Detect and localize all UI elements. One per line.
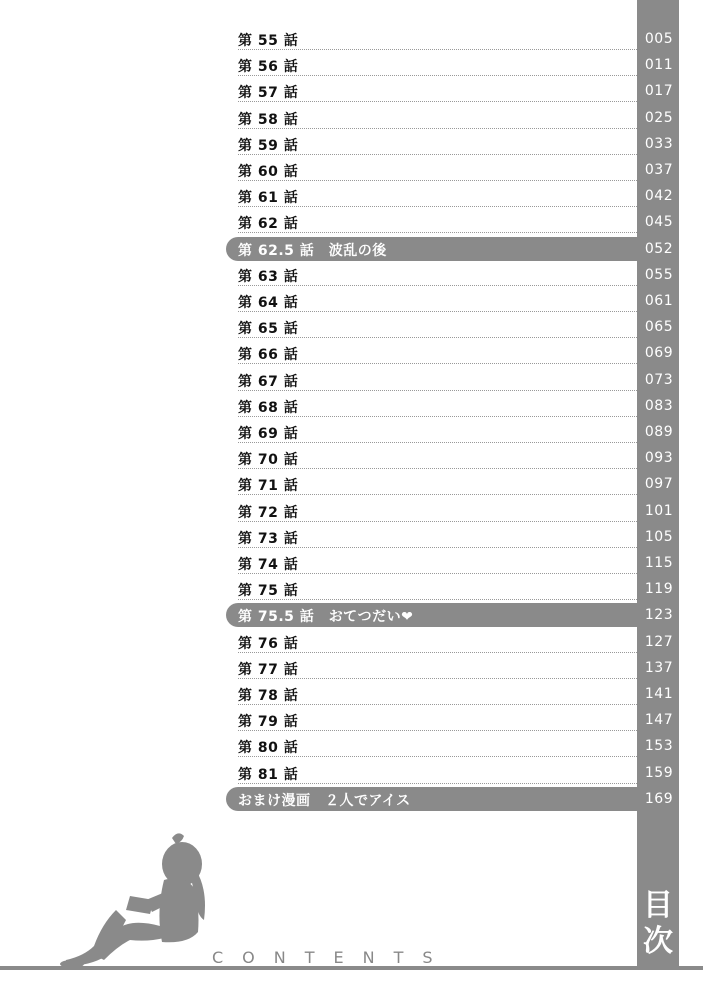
toc-entry: [226, 27, 679, 53]
toc-entry: [226, 315, 679, 341]
toc-entry: [226, 551, 679, 577]
toc-entry-title: 第 65 話: [238, 321, 299, 338]
toc-page-number: 065: [644, 319, 674, 336]
toc-page-number: 159: [644, 764, 674, 781]
toc-entry: [226, 289, 679, 315]
dot-leader: [238, 285, 637, 286]
toc-entry: [226, 734, 679, 760]
toc-page-number: 093: [644, 450, 674, 467]
toc-entry-title: 第 60 話: [238, 164, 299, 180]
toc-entry-title: 第 75.5 話 おてつだい❤: [238, 609, 414, 626]
toc-entry-title: 第 73 話: [238, 530, 299, 547]
toc-entry: [226, 106, 679, 132]
toc-entry-title: 第 62.5 話 波乱の後: [238, 242, 387, 259]
toc-page-number: 105: [644, 528, 674, 545]
toc-page-number: 123: [644, 607, 674, 624]
toc-entry-title: 第 66 話: [238, 347, 299, 364]
dot-leader: [238, 232, 637, 233]
toc-entry-title: 第 70 話: [238, 452, 299, 469]
toc-entry-title: 第 61 話: [238, 190, 299, 207]
toc-entry-title: 第 81 話: [238, 766, 299, 783]
toc-entry: [226, 53, 679, 79]
dot-leader: [238, 547, 637, 548]
toc-page-number: 169: [644, 790, 674, 807]
toc-page-number: 052: [644, 240, 674, 257]
toc-entry-title: おまけ漫画 ２人でアイス: [238, 792, 411, 809]
toc-entry-title: 第 55 話: [238, 33, 299, 49]
toc-entry: [226, 420, 679, 446]
toc-page-number: 115: [644, 555, 674, 571]
dot-leader: [238, 390, 637, 391]
toc-entry-title: 第 56 話: [238, 59, 299, 76]
toc-entry-title: 第 77 話: [238, 661, 299, 678]
toc-entry: [226, 341, 679, 367]
dot-leader: [238, 521, 637, 522]
toc-entry: [226, 446, 679, 472]
toc-entry: [226, 368, 679, 394]
toc-entry-title: 第 64 話: [238, 295, 299, 311]
toc-special-entry: [226, 237, 679, 263]
toc-entry: [226, 132, 679, 158]
toc-entry: [226, 761, 679, 787]
dot-leader: [238, 442, 637, 443]
dot-leader: [238, 180, 637, 181]
toc-entry-title: 第 69 話: [238, 426, 299, 442]
toc-entry: [226, 499, 679, 525]
toc-page-number: 101: [644, 502, 674, 519]
toc-page-number: 061: [644, 293, 674, 309]
toc-entry: [226, 630, 679, 656]
toc-entry: [226, 682, 679, 708]
toc-page-number: 127: [644, 633, 674, 650]
toc-entry-title: 第 71 話: [238, 478, 299, 495]
toc-page-number: 089: [644, 424, 674, 440]
toc-page-number: 045: [644, 214, 674, 231]
sidebar-title-1: 目: [643, 888, 673, 923]
dot-leader: [238, 101, 637, 102]
toc-entry-title: 第 59 話: [238, 137, 299, 154]
toc-entry: [226, 472, 679, 498]
dot-leader: [238, 416, 637, 417]
dot-leader: [238, 468, 637, 469]
dot-leader: [238, 206, 637, 207]
dot-leader: [238, 154, 637, 155]
toc-page-number: 017: [644, 83, 674, 100]
toc-entry: [226, 394, 679, 420]
dot-leader: [238, 337, 637, 338]
toc-entry-title: 第 68 話: [238, 399, 299, 416]
toc-entry: [226, 184, 679, 210]
toc-entry: [226, 656, 679, 682]
toc-page-number: 073: [644, 371, 674, 388]
toc-page-number: 005: [644, 31, 674, 47]
toc-page-number: 147: [644, 712, 674, 729]
toc-page-number: 025: [644, 109, 674, 126]
sidebar-title-2: 次: [643, 924, 673, 959]
toc-entry-title: 第 67 話: [238, 373, 299, 390]
dot-leader: [238, 128, 637, 129]
toc-entry-title: 第 57 話: [238, 85, 299, 102]
toc-page-number: 011: [644, 57, 674, 74]
toc-entry-title: 第 78 話: [238, 688, 299, 704]
toc-entry-title: 第 75 話: [238, 583, 299, 600]
toc-entry: [226, 525, 679, 551]
toc-page-number: 069: [644, 345, 674, 362]
toc-special-entry: [226, 603, 679, 629]
toc-entry-title: 第 62 話: [238, 216, 299, 233]
toc-entry-title: 第 76 話: [238, 635, 299, 652]
toc-page-number: 033: [644, 135, 674, 152]
toc-entry-title: 第 79 話: [238, 714, 299, 731]
dot-leader: [238, 599, 637, 600]
dot-leader: [238, 49, 637, 50]
toc-page-number: 141: [644, 686, 674, 702]
toc-page-number: 153: [644, 738, 674, 755]
toc-entry-title: 第 80 話: [238, 740, 299, 757]
toc-page-number: 042: [644, 188, 674, 205]
toc-entry: [226, 158, 679, 184]
dot-leader: [238, 652, 637, 653]
toc-page-number: 137: [644, 659, 674, 676]
toc-page-number: 083: [644, 397, 674, 414]
contents-label: CONTENTS: [212, 948, 452, 967]
dot-leader: [238, 311, 637, 312]
toc-special-entry: [226, 787, 679, 813]
toc-entry-title: 第 63 話: [238, 268, 299, 285]
toc-page-number: 097: [644, 476, 674, 493]
toc-entry-title: 第 72 話: [238, 504, 299, 521]
dot-leader: [238, 678, 637, 679]
toc-page-number: 055: [644, 266, 674, 283]
toc-entry-title: 第 58 話: [238, 111, 299, 128]
toc-entry: [226, 263, 679, 289]
dot-leader: [238, 756, 637, 757]
dot-leader: [238, 75, 637, 76]
dot-leader: [238, 494, 637, 495]
toc-entry: [226, 708, 679, 734]
toc-entry: [226, 577, 679, 603]
dot-leader: [238, 363, 637, 364]
dot-leader: [238, 783, 637, 784]
girl-silhouette-illustration: [60, 830, 230, 970]
toc-entry: [226, 210, 679, 236]
dot-leader: [238, 573, 637, 574]
toc-entry: [226, 79, 679, 105]
dot-leader: [238, 730, 637, 731]
dot-leader: [238, 704, 637, 705]
toc-page-number: 037: [644, 162, 674, 178]
toc-page-number: 119: [644, 581, 674, 598]
toc-entry-title: 第 74 話: [238, 557, 299, 573]
